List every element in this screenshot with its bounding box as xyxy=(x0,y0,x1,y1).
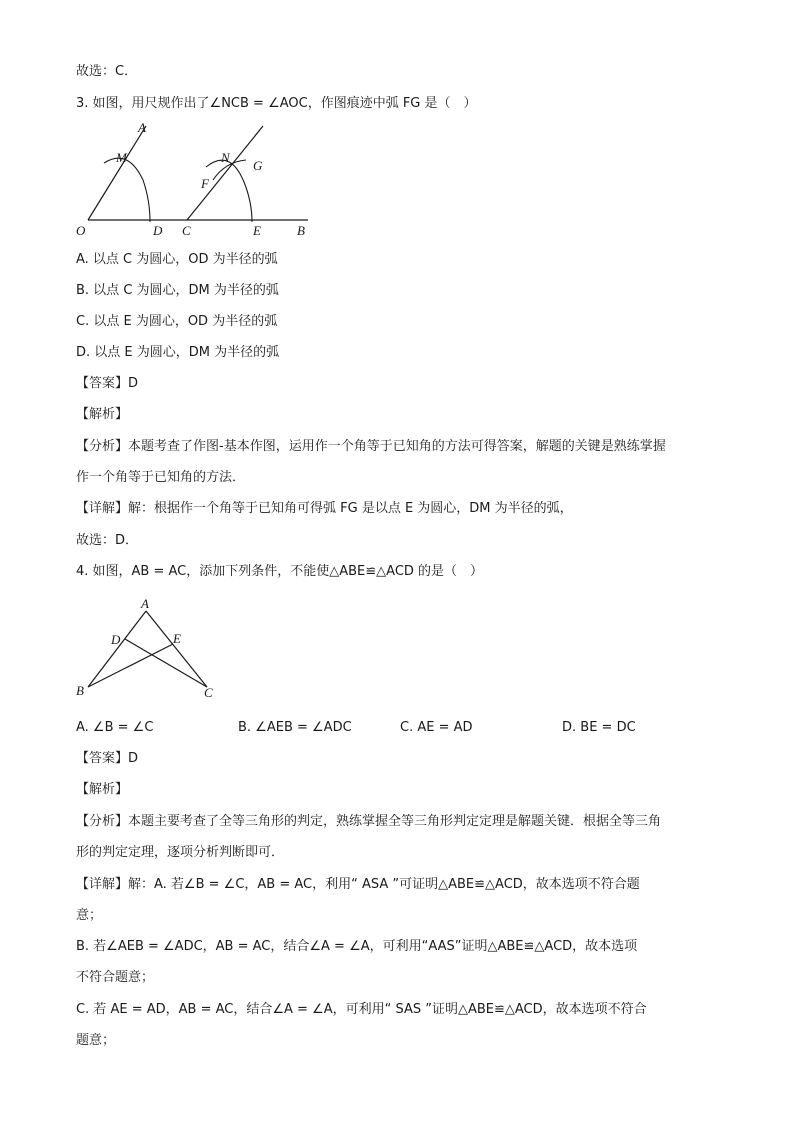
label-a: A xyxy=(138,120,146,135)
q4-xiangjie-c-2: 题意； xyxy=(76,1033,116,1048)
label-n: N xyxy=(221,150,230,165)
line-choice-c: 故选：C． xyxy=(76,64,138,79)
q4-fenxi-line-1: 【分析】本题主要考查了全等三角形的判定，熟练掌握全等三角形判定定理是解题关键．根据全等三角 xyxy=(76,814,662,829)
q4-xiangjie-a-2: 意； xyxy=(76,908,103,923)
q4-xiangjie-a-1: 【详解】解：A. 若∠B = ∠C，AB = AC，利用“ ASA ”可证明△ABE≌△ACD，故本选项不符合题 xyxy=(76,877,640,892)
label-a: A xyxy=(141,596,149,611)
figure-4-diagram xyxy=(70,593,230,705)
label-g: G xyxy=(253,158,263,173)
label-d: D xyxy=(153,223,163,238)
label-c: C xyxy=(204,685,213,700)
q3-option-d: D. 以点 E 为圆心，DM 为半径的弧 xyxy=(76,345,280,360)
label-f: F xyxy=(201,176,209,191)
q3-answer: 【答案】D xyxy=(76,376,139,391)
label-d: D xyxy=(111,632,121,647)
question-3: 3. 如图，用尺规作出了∠NCB = ∠AOC，作图痕迹中弧 FG 是（ ） xyxy=(76,96,477,111)
label-m: M xyxy=(116,150,127,165)
q3-choice: 故选：D． xyxy=(76,533,139,548)
ray-oa xyxy=(88,126,146,220)
q4-xiangjie-b-1: B. 若∠AEB = ∠ADC，AB = AC，结合∠A = ∠A，可利用“AAS”证明△ABE≌△ACD，故本选项 xyxy=(76,939,638,954)
q4-option-a: A. ∠B = ∠C xyxy=(76,720,154,735)
label-c: C xyxy=(182,223,191,238)
label-e: E xyxy=(253,223,261,238)
q3-option-a: A. 以点 C 为圆心，OD 为半径的弧 xyxy=(76,252,278,267)
segment-be xyxy=(88,644,173,687)
label-e: E xyxy=(173,631,181,646)
q4-option-c: C. AE = AD xyxy=(400,720,473,735)
q3-option-c: C. 以点 E 为圆心，OD 为半径的弧 xyxy=(76,314,278,329)
q3-fenxi-line-1: 【分析】本题考查了作图‐基本作图，运用作一个角等于已知角的方法可得答案，解题的关键是熟练掌握 xyxy=(76,439,666,454)
segment-cd xyxy=(125,639,207,687)
q4-fenxi-line-2: 形的判定定理，逐项分析判断即可． xyxy=(76,845,285,860)
arc-md xyxy=(104,158,150,222)
q3-jiexi-heading: 【解析】 xyxy=(76,407,129,422)
label-b: B xyxy=(297,223,305,238)
figure-3-diagram xyxy=(70,118,320,243)
arc-ne xyxy=(206,160,252,222)
q4-xiangjie-b-2: 不符合题意； xyxy=(76,970,155,985)
side-ab xyxy=(88,611,146,687)
side-ac xyxy=(146,611,207,687)
label-b: B xyxy=(76,683,84,698)
q3-fenxi-line-2: 作一个角等于已知角的方法． xyxy=(76,470,246,485)
q4-jiexi-heading: 【解析】 xyxy=(76,782,129,797)
q4-answer: 【答案】D xyxy=(76,751,139,766)
ray-cn xyxy=(187,126,263,220)
q3-xiangjie: 【详解】解：根据作一个角等于已知角可得弧 FG 是以点 E 为圆心，DM 为半径的弧， xyxy=(76,501,573,516)
q3-option-b: B. 以点 C 为圆心，DM 为半径的弧 xyxy=(76,283,279,298)
label-o: O xyxy=(76,223,86,238)
q4-option-b: B. ∠AEB = ∠ADC xyxy=(238,720,352,735)
q4-option-d: D. BE = DC xyxy=(562,720,636,735)
q4-xiangjie-c-1: C. 若 AE = AD，AB = AC，结合∠A = ∠A，可利用“ SAS ”证明△ABE≌△ACD，故本选项不符合 xyxy=(76,1002,647,1017)
question-4: 4. 如图，AB = AC，添加下列条件，不能使△ABE≌△ACD 的是（ ） xyxy=(76,564,484,579)
